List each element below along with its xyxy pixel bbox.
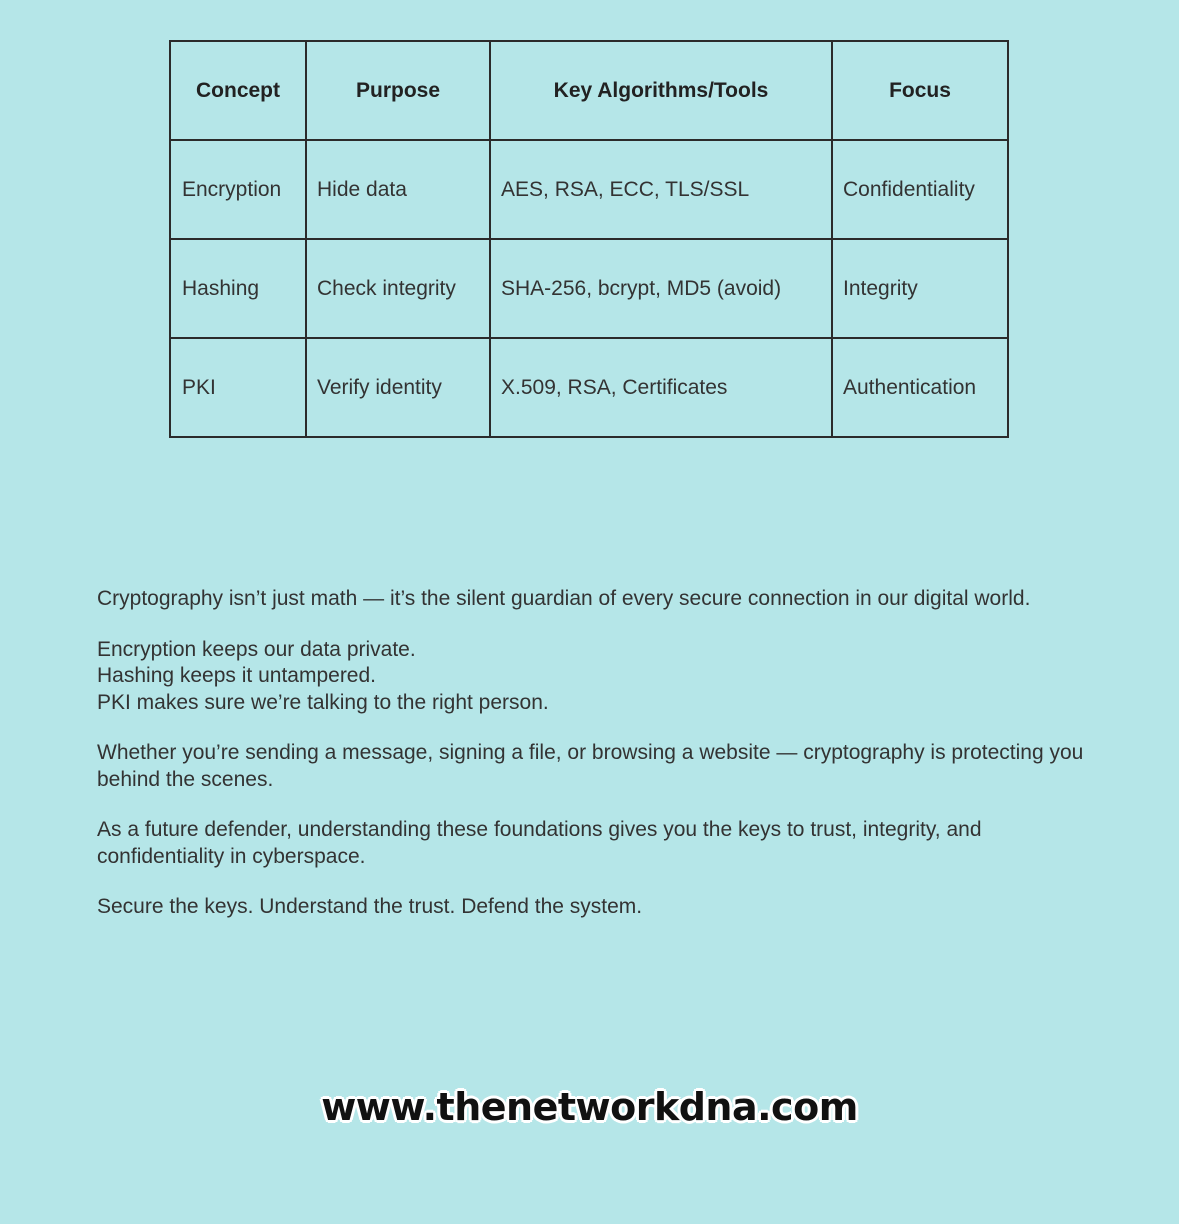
cell-algorithms: SHA-256, bcrypt, MD5 (avoid) — [490, 239, 832, 338]
summary-text — [97, 586, 1087, 945]
cell-concept: Encryption — [170, 140, 306, 239]
table-header-row — [170, 41, 1008, 140]
header-purpose: Purpose — [306, 41, 490, 140]
pki-line: PKI makes sure we’re talking to the right person. — [97, 690, 549, 714]
cell-algorithms: AES, RSA, ECC, TLS/SSL — [490, 140, 832, 239]
cell-algorithms: X.509, RSA, Certificates — [490, 338, 832, 437]
closing-paragraph: Secure the keys. Understand the trust. Defend the system. — [97, 895, 643, 918]
cell-purpose: Verify identity — [306, 338, 490, 437]
cell-focus: Authentication — [832, 338, 1008, 437]
cell-focus: Integrity — [832, 239, 1008, 338]
crypto-concepts-table — [169, 40, 1009, 438]
intro-paragraph: Cryptography isn’t just math — it’s the silent guardian of every secure connection in our digital world. — [97, 587, 1031, 610]
cell-purpose: Check integrity — [306, 239, 490, 338]
defender-paragraph: As a future defender, understanding these foundations gives you the keys to trust, integrity, and confidentiality in cyberspace. — [97, 818, 982, 868]
header-concept: Concept — [170, 41, 306, 140]
table-row — [170, 239, 1008, 338]
cell-concept: PKI — [170, 338, 306, 437]
encryption-line: Encryption keeps our data private. — [97, 637, 416, 661]
header-focus: Focus — [832, 41, 1008, 140]
cell-purpose: Hide data — [306, 140, 490, 239]
whether-paragraph: Whether you’re sending a message, signing a file, or browsing a website — cryptography is protecting you behind the scenes. — [97, 741, 1084, 791]
header-key-algorithms: Key Algorithms/Tools — [490, 41, 832, 140]
table-row — [170, 338, 1008, 437]
website-watermark: www.thenetworkdna.com — [321, 1085, 858, 1129]
hashing-line: Hashing keeps it untampered. — [97, 664, 376, 687]
cell-concept: Hashing — [170, 239, 306, 338]
cell-focus: Confidentiality — [832, 140, 1008, 239]
table-row — [170, 140, 1008, 239]
concept-lines-paragraph — [97, 637, 1087, 717]
